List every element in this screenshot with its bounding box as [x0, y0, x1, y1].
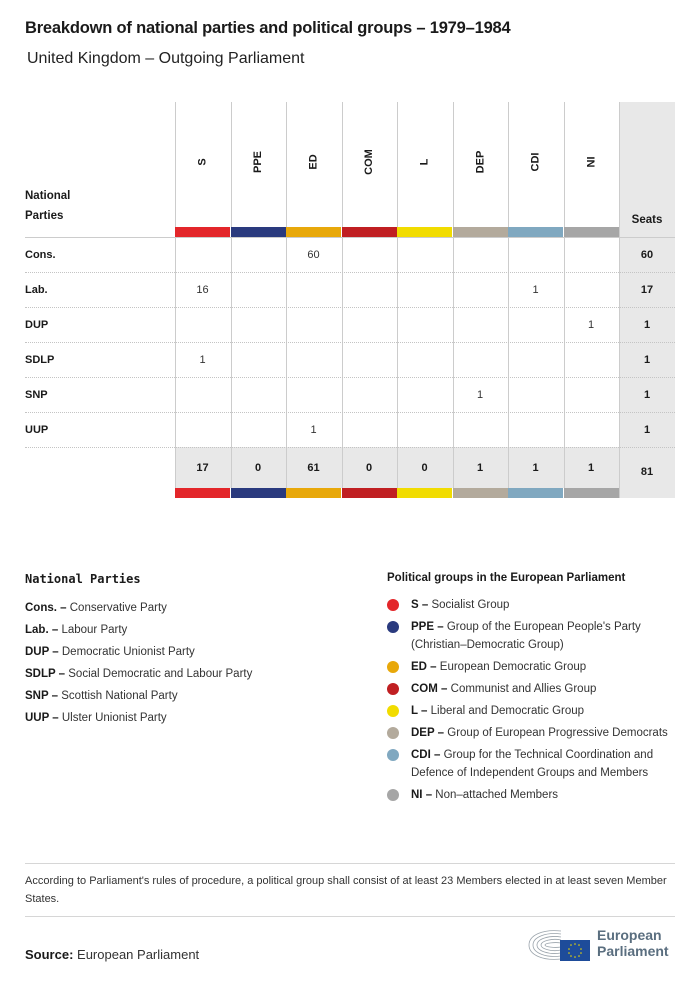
color-dot-icon: [387, 621, 399, 633]
column-total: 1: [476, 462, 484, 474]
group-legend-item: NI – Non–attached Members: [387, 786, 677, 804]
color-dot-icon: [387, 683, 399, 695]
column-total: 61: [307, 462, 320, 474]
color-bar-l: [397, 227, 452, 237]
color-bar-cdi: [508, 227, 563, 237]
column-total: 0: [421, 462, 428, 474]
color-bar-cdi: [508, 488, 563, 498]
divider: [25, 863, 675, 864]
group-header-dep: DEP: [474, 150, 486, 174]
row-total: 60: [640, 249, 654, 261]
party-name: Cons.: [25, 249, 56, 261]
color-dot-icon: [387, 789, 399, 801]
group-legend-item: CDI – Group for the Technical Coordination and Defence of Independent Groups and Members: [387, 746, 677, 782]
table-row: [25, 238, 675, 273]
row-total: 1: [643, 424, 651, 436]
color-bar-ppe: [231, 488, 286, 498]
group-legend-item: S – Socialist Group: [387, 596, 677, 614]
row-total: 17: [640, 284, 654, 296]
group-legend-item: PPE – Group of the European People's Party (Christian–Democratic Group): [387, 618, 677, 654]
seat-cell: 60: [307, 249, 320, 261]
group-header-l: L: [418, 158, 431, 166]
seat-cell: 1: [476, 389, 484, 401]
national-parties-legend: [25, 597, 252, 729]
color-bar-s: [175, 488, 230, 498]
color-bar-ed: [286, 488, 341, 498]
national-party-legend-item: Cons. – Conservative Party: [25, 602, 167, 614]
group-header-ni: NI: [585, 156, 597, 168]
color-bar-com: [342, 488, 397, 498]
party-name: UUP: [25, 424, 49, 436]
group-header-cdi: CDI: [529, 152, 542, 172]
color-bar-ni: [564, 488, 619, 498]
group-legend-item: DEP – Group of European Progressive Democrats: [387, 724, 677, 742]
national-party-legend-item: Lab. – Labour Party: [25, 624, 128, 636]
seat-cell: 1: [310, 424, 317, 436]
table-row: [25, 308, 675, 343]
party-name: Lab.: [25, 284, 48, 296]
hemicycle-flag-icon: [527, 925, 593, 965]
party-name: DUP: [25, 319, 49, 331]
group-legend-item: ED – European Democratic Group: [387, 658, 677, 676]
logo-text: European Parliament: [597, 927, 669, 959]
color-dot-icon: [387, 599, 399, 611]
european-parliament-logo: [527, 925, 677, 965]
group-header-com: COM: [362, 149, 375, 175]
party-name: SNP: [25, 389, 48, 401]
national-parties-header: National Parties: [25, 190, 71, 222]
color-dot-icon: [387, 705, 399, 717]
column-total: 1: [587, 462, 595, 474]
divider: [25, 916, 675, 917]
color-bar-dep: [453, 488, 508, 498]
column-total: 17: [196, 462, 209, 474]
national-party-legend-item: UUP – Ulster Unionist Party: [25, 712, 167, 724]
color-bar-ppe: [231, 227, 286, 237]
chart-subtitle: United Kingdom – Outgoing Parliament: [27, 50, 305, 67]
grand-total: 81: [640, 466, 654, 478]
national-party-legend-item: SDLP – Social Democratic and Labour Party: [25, 668, 253, 680]
group-header-ed: ED: [307, 154, 320, 170]
color-dot-icon: [387, 727, 399, 739]
row-total: 1: [643, 319, 651, 331]
seat-cell: 1: [199, 354, 206, 366]
seat-cell: 16: [196, 284, 209, 296]
column-total: 0: [254, 462, 262, 474]
national-parties-legend-title: National Parties: [25, 572, 141, 586]
seat-cell: 1: [587, 319, 595, 331]
table-row: [25, 273, 675, 308]
group-header-s: S: [196, 158, 209, 166]
row-total: 1: [643, 354, 651, 366]
color-bar-com: [342, 227, 397, 237]
chart-title: Breakdown of national parties and political groups – 1979–1984: [25, 19, 511, 37]
color-dot-icon: [387, 661, 399, 673]
color-bar-s: [175, 227, 230, 237]
color-bar-ni: [564, 227, 619, 237]
color-bar-l: [397, 488, 452, 498]
column-total: 0: [365, 462, 373, 474]
color-dot-icon: [387, 749, 399, 761]
national-party-legend-item: SNP – Scottish National Party: [25, 690, 178, 702]
table-row: [25, 343, 675, 378]
color-bar-ed: [286, 227, 341, 237]
footnote: According to Parliament's rules of procedure, a political group shall consist of at least 23 Members elected in at least seven Member States.: [25, 875, 667, 905]
group-legend-item: COM – Communist and Allies Group: [387, 680, 677, 698]
source-line: Source: European Parliament: [25, 947, 200, 962]
seat-cell: 1: [532, 284, 539, 296]
national-party-legend-item: DUP – Democratic Unionist Party: [25, 646, 195, 658]
group-legend-item: L – Liberal and Democratic Group: [387, 702, 677, 720]
column-total: 1: [532, 462, 539, 474]
table-row: [25, 413, 675, 448]
color-bar-dep: [453, 227, 508, 237]
row-total: 1: [643, 389, 651, 401]
table-row: [25, 378, 675, 413]
group-header-ppe: PPE: [251, 150, 264, 174]
party-name: SDLP: [25, 354, 55, 366]
political-groups-legend: [387, 596, 677, 808]
political-groups-legend-title: Political groups in the European Parliament: [387, 572, 626, 584]
seats-header: Seats: [631, 214, 663, 226]
